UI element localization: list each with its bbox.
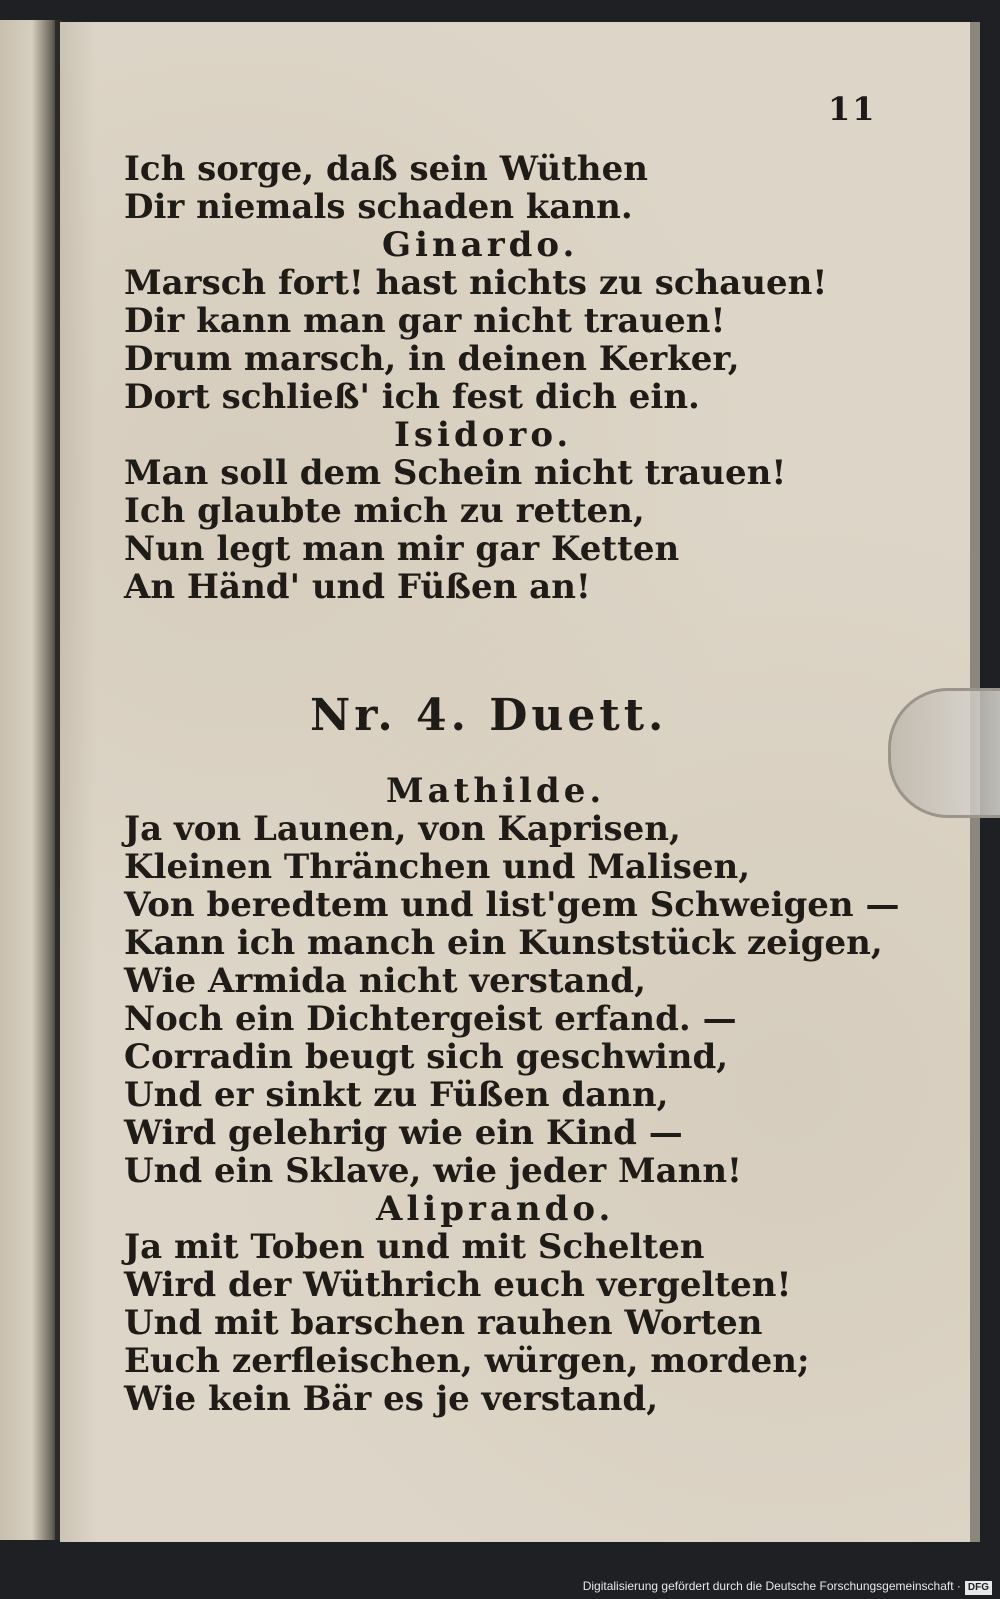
verse-line: Noch ein Dichtergeist erfand. — — [124, 999, 737, 1039]
verse-line: Wird gelehrig wie ein Kind — — [124, 1113, 683, 1153]
verse-line: Kleinen Thränchen und Malisen, — [124, 847, 751, 887]
digitization-credit — [583, 1577, 992, 1595]
page-clip — [888, 688, 1000, 818]
verse-line: Ich sorge, daß sein Wüthen — [124, 149, 648, 189]
verse-line: Von beredtem und list'gem Schweigen — — [124, 885, 900, 925]
verse-line: Und er sinkt zu Füßen dann, — [124, 1075, 669, 1115]
verse-line: Nun legt man mir gar Ketten — [124, 529, 680, 569]
verse-line: Wie kein Bär es je verstand, — [124, 1379, 659, 1419]
speaker-name-ginardo: Ginardo. — [382, 225, 579, 265]
verse-line: An Händ' und Füßen an! — [124, 567, 591, 607]
verse-line: Corradin beugt sich geschwind, — [124, 1037, 729, 1077]
verse-line: Euch zerfleischen, würgen, morden; — [124, 1341, 810, 1381]
dfg-logo: DFG — [965, 1581, 992, 1595]
verse-line: Dir niemals schaden kann. — [124, 187, 633, 227]
speaker-name-isidoro: Isidoro. — [394, 415, 573, 455]
verse-line: Dort schließ' ich fest dich ein. — [124, 377, 700, 417]
verse-line: Man soll dem Schein nicht trauen! — [124, 453, 787, 493]
left-page-edge — [0, 20, 58, 1540]
verse-line: Marsch fort! hast nichts zu schauen! — [124, 263, 828, 303]
lower-text-block — [124, 771, 900, 1419]
verse-line: Dir kann man gar nicht trauen! — [124, 301, 726, 341]
verse-line: Und ein Sklave, wie jeder Mann! — [124, 1151, 742, 1191]
verse-line: Und mit barschen rauhen Worten — [124, 1303, 763, 1343]
credit-text: Digitalisierung gefördert durch die Deutsche Forschungsgemeinschaft · — [582, 1579, 961, 1593]
verse-line: Wird der Wüthrich euch vergelten! — [124, 1265, 792, 1305]
page-number: 11 — [828, 90, 877, 128]
verse-line: Ich glaubte mich zu retten, — [124, 491, 645, 531]
verse-line: Ja mit Toben und mit Schelten — [124, 1227, 705, 1267]
verse-line: Ja von Launen, von Kaprisen, — [124, 809, 681, 849]
speaker-name-mathilde: Mathilde. — [386, 771, 606, 811]
speaker-name-aliprando: Aliprando. — [376, 1189, 615, 1229]
section-heading: Nr. 4. Duett. — [310, 690, 668, 741]
verse-line: Wie Armida nicht verstand, — [124, 961, 646, 1001]
verse-line: Kann ich manch ein Kunststück zeigen, — [124, 923, 883, 963]
upper-text-block — [124, 150, 844, 606]
verse-line: Drum marsch, in deinen Kerker, — [124, 339, 740, 379]
